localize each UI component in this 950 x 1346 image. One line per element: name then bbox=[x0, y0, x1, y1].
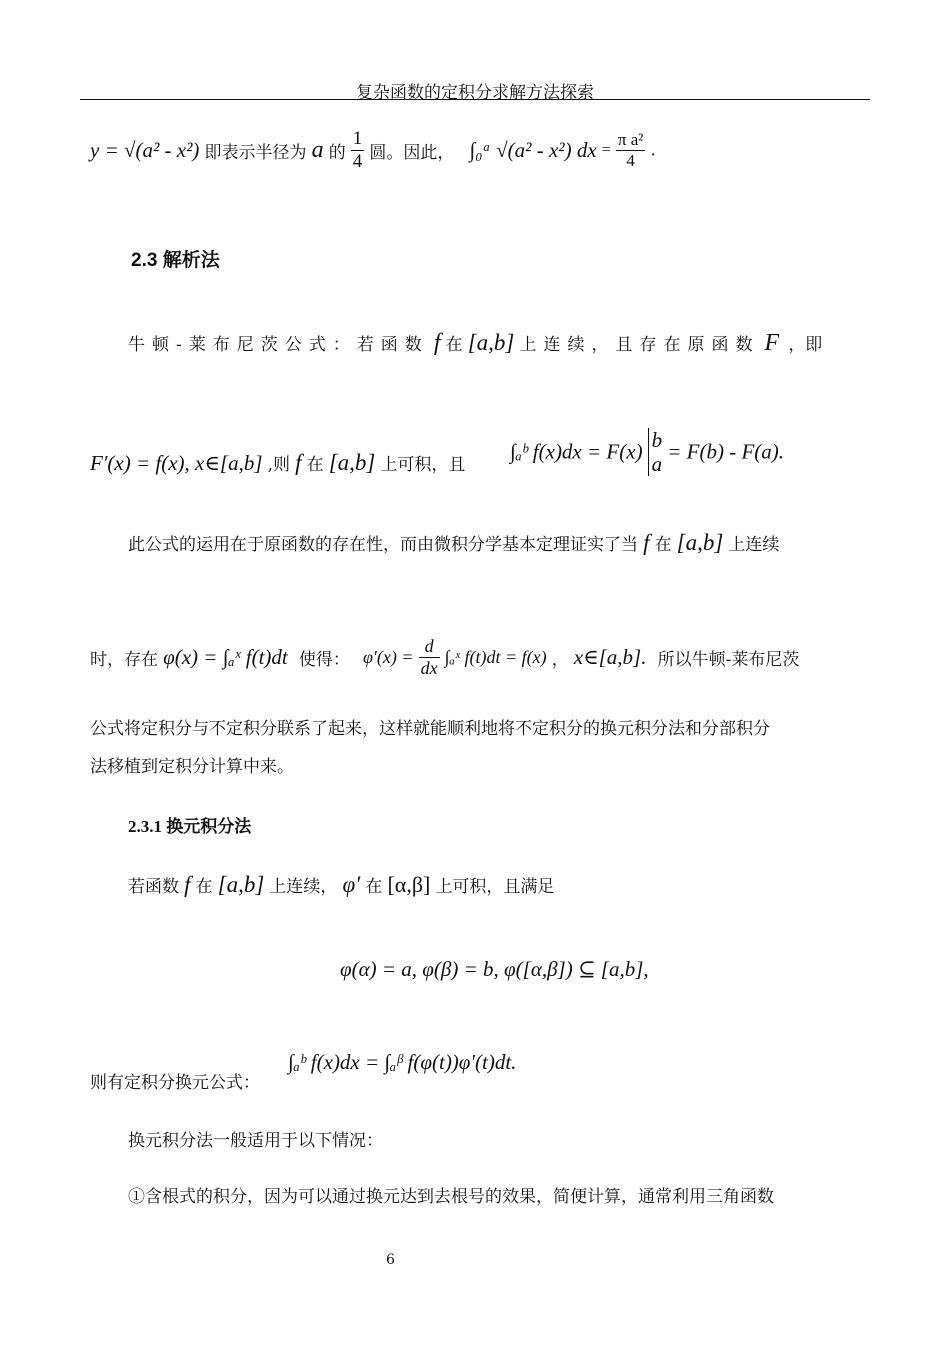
page-number: 6 bbox=[386, 1252, 395, 1268]
fraction-quarter: $\frac{1}{4}$ bbox=[352, 128, 363, 172]
interval-ab: [a,b] bbox=[328, 450, 376, 475]
formula-fundamental-theorem: ∫ₐˣ f(t)dt = f(x) bbox=[444, 647, 547, 667]
text-zai: 在 bbox=[306, 455, 324, 475]
symbol-a: a bbox=[311, 137, 324, 163]
evaluation-bar: b a bbox=[648, 428, 663, 476]
text-continuous: 上连续 bbox=[728, 535, 780, 555]
text-zai: 在 bbox=[195, 877, 213, 897]
formula-substitution-conditions: φ(α) = a, φ(β) = b, φ([α,β]) ⊆ [a,b], bbox=[340, 957, 649, 981]
text-radius: 即表示半径为 bbox=[204, 143, 307, 163]
text-exists: 时，存在 bbox=[90, 650, 158, 670]
formula-y: y = √(a² - x²) bbox=[90, 138, 200, 162]
line-phi bbox=[90, 636, 799, 679]
text-zai: 在 bbox=[654, 535, 672, 555]
text-then: ,则 bbox=[267, 455, 291, 475]
section-heading-2-3: 2.3 解析法 bbox=[131, 250, 220, 271]
line-antiderivative bbox=[90, 450, 465, 476]
paragraph-applicable-cases: 换元积分法一般适用于以下情况： bbox=[128, 1131, 383, 1151]
interval-ab: [a,b] bbox=[676, 530, 724, 555]
period: . bbox=[650, 140, 656, 161]
symbol-f: f bbox=[184, 872, 191, 897]
interval-ab: [a,b] bbox=[467, 330, 515, 355]
paragraph-connection-line-2: 法移植到定积分计算中来。 bbox=[90, 757, 294, 777]
symbol-F: F bbox=[764, 330, 780, 356]
text-if-function: 若函数 bbox=[128, 877, 179, 897]
formula-phi-def: φ(x) = ∫ₐˣ f(t)dt bbox=[163, 645, 288, 669]
text-existence: 此公式的运用在于原函数的存在性，而由微积分学基本定理证实了当 bbox=[128, 535, 638, 555]
symbol-f: f bbox=[643, 530, 650, 555]
text-such-that: 使得： bbox=[298, 650, 350, 670]
symbol-phi-prime: φ′ bbox=[342, 872, 361, 897]
line-newton-leibniz bbox=[128, 330, 822, 357]
text-continuous: 上连续， bbox=[269, 877, 338, 897]
formula-antiderivative: F′(x) = f(x), x∈[a,b] bbox=[90, 451, 263, 475]
text-zai: 在 bbox=[365, 877, 383, 897]
line-existence bbox=[128, 530, 779, 556]
section-heading-2-3-1: 2.3.1 换元积分法 bbox=[128, 817, 252, 836]
formula-substitution: ∫ₐᵇ f(x)dx = ∫ₐᵝ f(φ(t))φ′(t)dt. bbox=[288, 1050, 517, 1074]
text-therefore: 所以牛顿-莱布尼茨 bbox=[657, 650, 800, 670]
text-integrable: 上可积，且满足 bbox=[435, 877, 555, 897]
domain-ab: x∈[a,b]. bbox=[573, 645, 647, 669]
text-continuous: 上连续，且存在原函数 bbox=[519, 335, 760, 355]
interval-ab: [a,b] bbox=[217, 872, 265, 897]
comma: ， bbox=[551, 650, 569, 670]
text-of: 的 bbox=[328, 143, 346, 163]
derivative-fraction: $\frac{d}{dx}$ bbox=[420, 636, 438, 678]
line-substitution-condition bbox=[128, 872, 554, 898]
text-substitution-formula: 则有定积分换元公式： bbox=[90, 1073, 260, 1093]
equals-sign: = bbox=[601, 141, 611, 159]
formula-phi-prime: φ′(x) = bbox=[362, 647, 414, 667]
integral-f: ∫ₐᵇ f(x)dx = F(x) bbox=[510, 439, 643, 464]
text-newton: 牛顿-莱布尼茨公式：若函数 bbox=[128, 335, 429, 355]
fraction-result: $\frac{\text{π a²}}{4}$ bbox=[617, 130, 644, 170]
symbol-f: f bbox=[433, 330, 441, 356]
header-rule bbox=[80, 99, 870, 100]
symbol-f: f bbox=[295, 450, 302, 475]
text-circle: 圆。因此， bbox=[369, 143, 455, 163]
paragraph-radical-integrals: ①含根式的积分，因为可以通过换元达到去根号的效果，简便计算，通常利用三角函数 bbox=[128, 1187, 774, 1207]
text-zai: 在 bbox=[445, 335, 463, 355]
text-namely: ，即 bbox=[788, 335, 823, 355]
integral-semicircle: ∫₀ᵃ √(a² - x²) dx bbox=[469, 138, 597, 162]
formula-difference: = F(b) - F(a). bbox=[667, 439, 785, 464]
interval-alpha-beta: [α,β] bbox=[387, 872, 431, 897]
text-integrable: 上可积，且 bbox=[380, 455, 466, 475]
line-semicircle bbox=[90, 128, 656, 173]
running-header: 复杂函数的定积分求解方法探索 bbox=[356, 83, 594, 103]
newton-leibniz-formula bbox=[510, 428, 784, 476]
paragraph-connection-line-1: 公式将定积分与不定积分联系了起来，这样就能顺利地将不定积分的换元积分法和分部积分 bbox=[90, 719, 770, 739]
